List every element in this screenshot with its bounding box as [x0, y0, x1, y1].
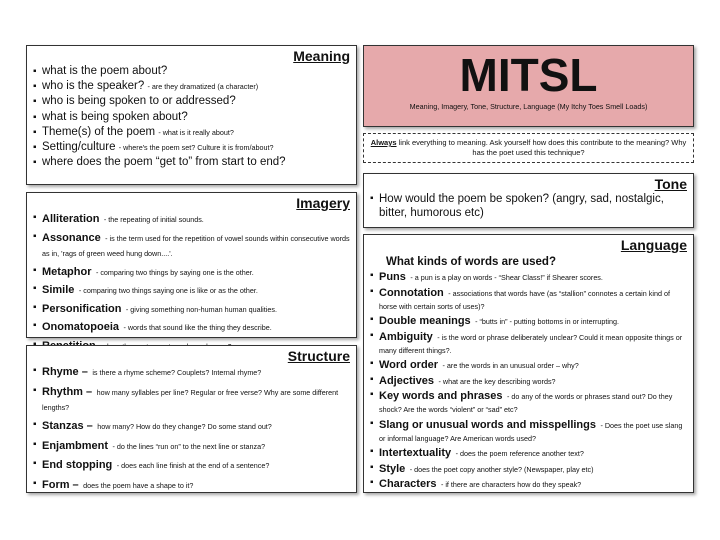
language-term: Ambiguity: [379, 330, 433, 343]
always-text: link everything to meaning. Ask yourself how does this contribute to the meaning? Why has the poet used this technique?: [396, 138, 687, 157]
imagery-panel: [26, 192, 357, 338]
language-item: [370, 389, 689, 415]
language-item: [370, 446, 689, 459]
imagery-desc: - comparing two things saying one is like or as the other.: [78, 286, 258, 295]
imagery-desc: - words that sound like the thing they describe.: [123, 323, 272, 332]
imagery-heading: Imagery: [296, 195, 350, 211]
language-item: [370, 358, 689, 371]
structure-desc: does the poem have a shape to it?: [83, 480, 194, 490]
structure-heading: Structure: [287, 348, 350, 364]
structure-item: [33, 457, 352, 472]
language-term: Characters: [379, 478, 437, 490]
tone-panel: [363, 173, 694, 228]
meaning-desc: - what is it really about?: [158, 127, 234, 137]
language-term: Key words and phrases: [379, 390, 503, 402]
language-desc: - what are the key describing words?: [438, 376, 556, 386]
language-desc: - “butts in” - putting bottoms in or interrupting.: [475, 317, 619, 326]
meaning-item: [33, 94, 352, 109]
imagery-term: Simile: [42, 284, 75, 296]
structure-list: [27, 364, 356, 492]
imagery-item: [33, 319, 352, 335]
always-note: [363, 133, 694, 163]
structure-term: End stopping: [42, 459, 113, 471]
language-panel: [363, 234, 694, 493]
mitsl-banner: [363, 45, 694, 127]
meaning-item: [33, 110, 352, 125]
meaning-term: where does the poem “get to” from start to end?: [42, 156, 286, 169]
meaning-item: [33, 155, 352, 170]
language-term: Slang or unusual words and misspellings: [379, 418, 596, 431]
meaning-desc: - are they dramatized (a character): [147, 82, 259, 92]
language-desc: - does the poem reference another text?: [455, 449, 584, 458]
structure-term: Rhyme –: [42, 366, 88, 378]
mitsl-title: MITSL: [459, 49, 598, 101]
imagery-term: Assonance: [42, 231, 101, 244]
always-underlined: Always: [370, 138, 397, 147]
imagery-desc: - comparing two things by saying one is the other.: [95, 267, 254, 277]
meaning-desc: - where's the poem set? Culture it is from/about?: [118, 143, 274, 153]
structure-term: Form –: [42, 478, 79, 491]
meaning-term: who is being spoken to or addressed?: [42, 95, 236, 108]
language-item: [370, 286, 689, 312]
language-term: Adjectives: [379, 374, 435, 387]
language-term: Double meanings: [379, 315, 471, 327]
meaning-item: [33, 125, 352, 140]
imagery-item: [33, 230, 352, 261]
imagery-item: [33, 301, 352, 317]
imagery-desc: - giving something non-human human qualities.: [125, 304, 277, 314]
language-item: [370, 374, 689, 387]
language-desc: - Does the poet use slang or informal language? Are American words used?: [379, 420, 683, 443]
structure-item: [33, 364, 352, 379]
imagery-item: [33, 211, 352, 227]
structure-term: Stanzas –: [42, 420, 93, 432]
language-item: [370, 477, 689, 490]
language-term: Connotation: [379, 286, 444, 299]
structure-desc: how many syllables per line? Regular or free verse? Why are some different lengths?: [42, 387, 339, 412]
structure-item: [33, 418, 352, 433]
structure-term: Rhythm –: [42, 385, 93, 398]
language-term: Puns: [379, 271, 406, 283]
language-item: [370, 418, 689, 444]
structure-item: [33, 384, 352, 414]
structure-desc: is there a rhyme scheme? Couplets? Internal rhyme?: [92, 368, 262, 377]
language-desc: - associations that words have (as “stallion” connotes a certain kind of horse with certain sorts of uses)?: [379, 288, 670, 311]
tone-heading: Tone: [654, 176, 687, 192]
imagery-term: Metaphor: [42, 265, 92, 278]
language-desc: - if there are characters how do they speak?: [440, 480, 582, 489]
meaning-term: who is the speaker?: [42, 80, 145, 93]
imagery-term: Personification: [42, 302, 122, 315]
tone-list: [364, 192, 693, 220]
mitsl-subtitle: Meaning, Imagery, Tone, Structure, Language (My Itchy Toes Smell Loads): [409, 102, 648, 111]
meaning-term: Setting/culture: [42, 141, 116, 154]
language-item: [370, 314, 689, 327]
imagery-term: Onomatopoeia: [42, 321, 120, 333]
structure-panel: [26, 345, 357, 493]
meaning-item: [33, 64, 352, 79]
structure-item: [33, 477, 352, 492]
meaning-list: [27, 64, 356, 170]
imagery-item: [33, 282, 352, 298]
meaning-term: Theme(s) of the poem: [42, 125, 156, 138]
language-term: Word order: [379, 359, 439, 371]
structure-desc: how many? How do they change? Do some stand out?: [97, 422, 272, 431]
language-desc: - is the word or phrase deliberately unclear? Could it mean opposite things or many different things?.: [379, 332, 683, 355]
language-item: [370, 462, 689, 475]
imagery-desc: - the repeating of initial sounds.: [103, 215, 204, 224]
language-term: Intertextuality: [379, 447, 452, 459]
structure-term: Enjambment: [42, 439, 109, 452]
language-term: Style: [379, 462, 406, 475]
language-desc: - do any of the words or phrases stand out? Do they shock? Are the words “violent” or “sad” etc?: [379, 392, 673, 414]
imagery-desc: - is the term used for the repetition of vowel sounds within consecutive words as in, 'rags of green weed hung down....'.: [42, 233, 350, 258]
meaning-term: what is the poem about?: [42, 65, 168, 77]
imagery-list: [27, 211, 356, 353]
structure-item: [33, 438, 352, 453]
language-question: What kinds of words are used?: [386, 256, 556, 268]
language-desc: - are the words in an unusual order – why?: [442, 361, 579, 370]
imagery-term: Alliteration: [42, 213, 100, 225]
structure-desc: - do the lines “run on” to the next line or stanza?: [112, 441, 266, 451]
meaning-item: [33, 140, 352, 155]
meaning-item: [33, 79, 352, 94]
language-item: [370, 330, 689, 356]
meaning-term: what is being spoken about?: [42, 110, 188, 123]
language-heading: Language: [620, 237, 687, 253]
language-desc: - a pun is a play on words - “Shear Class!” if Shearer scores.: [410, 273, 603, 282]
language-list: [364, 270, 693, 490]
meaning-panel: [26, 45, 357, 185]
tone-item: ▪ How would the poem be spoken? (angry, sad, nostalgic, bitter, humorous etc): [370, 192, 689, 220]
imagery-item: [33, 264, 352, 280]
language-desc: - does the poet copy another style? (Newspaper, play etc): [409, 464, 594, 474]
language-item: [370, 270, 689, 283]
structure-desc: - does each line finish at the end of a sentence?: [116, 461, 270, 470]
meaning-heading: Meaning: [293, 48, 350, 64]
